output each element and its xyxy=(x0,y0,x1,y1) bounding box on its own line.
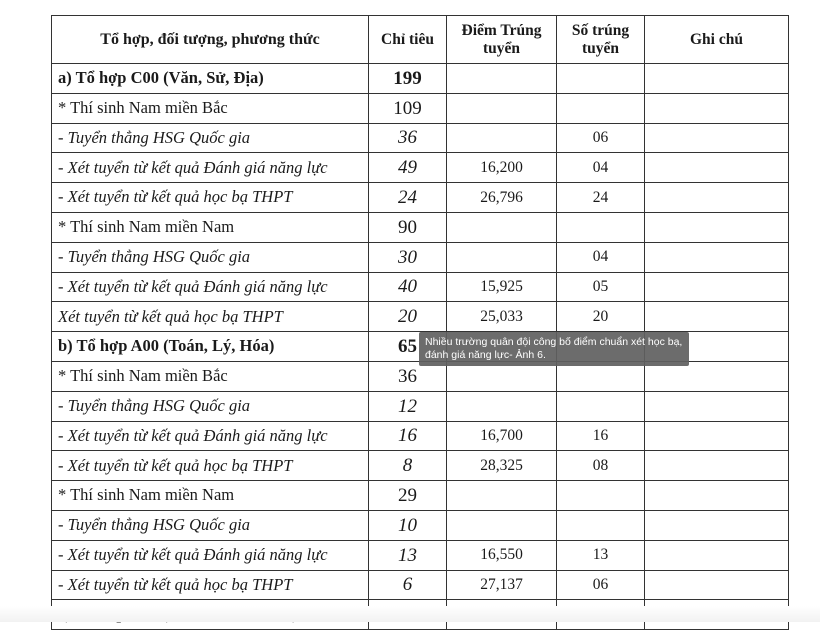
row-note xyxy=(645,570,789,600)
row-note xyxy=(645,153,789,183)
row-score xyxy=(447,212,557,242)
row-quota: 6 xyxy=(369,570,447,600)
table-row xyxy=(52,391,789,421)
header-quota: Chỉ tiêu xyxy=(369,16,447,64)
row-quota: 13 xyxy=(369,540,447,570)
row-label: - Tuyển thẳng HSG Quốc gia xyxy=(52,123,369,153)
row-note xyxy=(645,481,789,511)
row-label: - Xét tuyển từ kết quả học bạ THPT xyxy=(52,183,369,213)
row-label: - Xét tuyển từ kết quả Đánh giá năng lực xyxy=(52,153,369,183)
row-score: 16,200 xyxy=(447,153,557,183)
table-row xyxy=(52,272,789,302)
row-quota: 49 xyxy=(369,153,447,183)
table-row xyxy=(52,123,789,153)
row-note xyxy=(645,510,789,540)
row-score xyxy=(447,242,557,272)
row-label: - Xét tuyển từ kết quả Đánh giá năng lực xyxy=(52,421,369,451)
table-row xyxy=(52,451,789,481)
row-note xyxy=(645,123,789,153)
row-note xyxy=(645,302,789,332)
row-label: Xét tuyển từ kết quả học bạ THPT xyxy=(52,302,369,332)
admission-table xyxy=(51,15,789,630)
table-row xyxy=(52,242,789,272)
table-row xyxy=(52,540,789,570)
row-admitted: 16 xyxy=(557,421,645,451)
table-row xyxy=(52,302,789,332)
row-admitted: 04 xyxy=(557,153,645,183)
row-admitted xyxy=(557,93,645,123)
row-admitted xyxy=(557,212,645,242)
table-row xyxy=(52,481,789,511)
admission-table-container xyxy=(51,15,788,630)
bottom-fade xyxy=(0,606,820,622)
table-row xyxy=(52,212,789,242)
row-label: b) Tổ hợp A00 (Toán, Lý, Hóa) xyxy=(52,332,369,362)
row-quota: 12 xyxy=(369,391,447,421)
row-admitted: 08 xyxy=(557,451,645,481)
row-quota: 90 xyxy=(369,212,447,242)
header-group: Tổ hợp, đối tượng, phương thức xyxy=(52,16,369,64)
row-quota: 29 xyxy=(369,481,447,511)
row-quota: 16 xyxy=(369,421,447,451)
row-score: 16,700 xyxy=(447,421,557,451)
table-row xyxy=(52,93,789,123)
row-score: 27,137 xyxy=(447,570,557,600)
row-quota: 8 xyxy=(369,451,447,481)
row-score xyxy=(447,123,557,153)
row-note xyxy=(645,183,789,213)
header-admitted: Số trúng tuyển xyxy=(557,16,645,64)
row-label: - Tuyển thẳng HSG Quốc gia xyxy=(52,510,369,540)
row-score: 25,033 xyxy=(447,302,557,332)
row-quota: 10 xyxy=(369,510,447,540)
row-note xyxy=(645,93,789,123)
row-score xyxy=(447,93,557,123)
row-score: 16,550 xyxy=(447,540,557,570)
row-label: - Tuyển thẳng HSG Quốc gia xyxy=(52,391,369,421)
row-quota: 199 xyxy=(369,64,447,94)
row-quota: 36 xyxy=(369,361,447,391)
row-score xyxy=(447,64,557,94)
row-label: - Xét tuyển từ kết quả học bạ THPT xyxy=(52,451,369,481)
row-label: * Thí sinh Nam miền Bắc xyxy=(52,361,369,391)
row-admitted: 13 xyxy=(557,540,645,570)
row-admitted xyxy=(557,391,645,421)
row-note xyxy=(645,451,789,481)
row-score: 28,325 xyxy=(447,451,557,481)
header-score: Điểm Trúng tuyển xyxy=(447,16,557,64)
row-admitted: 04 xyxy=(557,242,645,272)
row-quota: 30 xyxy=(369,242,447,272)
image-caption-tooltip: Nhiều trường quân đội công bố điểm chuẩn xét học bạ, đánh giá năng lực- Ảnh 6. xyxy=(419,332,689,366)
row-quota: 109 xyxy=(369,93,447,123)
row-label: - Xét tuyển từ kết quả Đánh giá năng lực xyxy=(52,272,369,302)
row-admitted xyxy=(557,481,645,511)
row-quota: 20 xyxy=(369,302,447,332)
row-score: 26,796 xyxy=(447,183,557,213)
row-admitted: 24 xyxy=(557,183,645,213)
row-note xyxy=(645,212,789,242)
row-label: - Tuyển thẳng HSG Quốc gia xyxy=(52,242,369,272)
table-row xyxy=(52,421,789,451)
row-admitted: 06 xyxy=(557,570,645,600)
row-score xyxy=(447,391,557,421)
row-admitted xyxy=(557,510,645,540)
row-label: a) Tổ hợp C00 (Văn, Sử, Địa) xyxy=(52,64,369,94)
row-label: - Xét tuyển từ kết quả học bạ THPT xyxy=(52,570,369,600)
header-note: Ghi chú xyxy=(645,16,789,64)
table-row xyxy=(52,183,789,213)
row-note xyxy=(645,272,789,302)
row-note xyxy=(645,242,789,272)
table-row xyxy=(52,510,789,540)
row-quota: 24 xyxy=(369,183,447,213)
row-quota: 65 xyxy=(369,332,447,362)
row-label: * Thí sinh Nam miền Nam xyxy=(52,212,369,242)
table-row xyxy=(52,570,789,600)
row-score: 15,925 xyxy=(447,272,557,302)
row-admitted: 06 xyxy=(557,123,645,153)
row-note xyxy=(645,421,789,451)
table-row xyxy=(52,153,789,183)
row-quota: 40 xyxy=(369,272,447,302)
row-score xyxy=(447,510,557,540)
row-note xyxy=(645,540,789,570)
row-note xyxy=(645,64,789,94)
table-row xyxy=(52,64,789,94)
row-quota: 36 xyxy=(369,123,447,153)
table-header-row xyxy=(52,16,789,64)
row-label: * Thí sinh Nam miền Nam xyxy=(52,481,369,511)
row-label: * Thí sinh Nam miền Bắc xyxy=(52,93,369,123)
row-admitted xyxy=(557,64,645,94)
row-score xyxy=(447,481,557,511)
row-admitted: 05 xyxy=(557,272,645,302)
row-admitted: 20 xyxy=(557,302,645,332)
row-label: - Xét tuyển từ kết quả Đánh giá năng lực xyxy=(52,540,369,570)
row-note xyxy=(645,391,789,421)
